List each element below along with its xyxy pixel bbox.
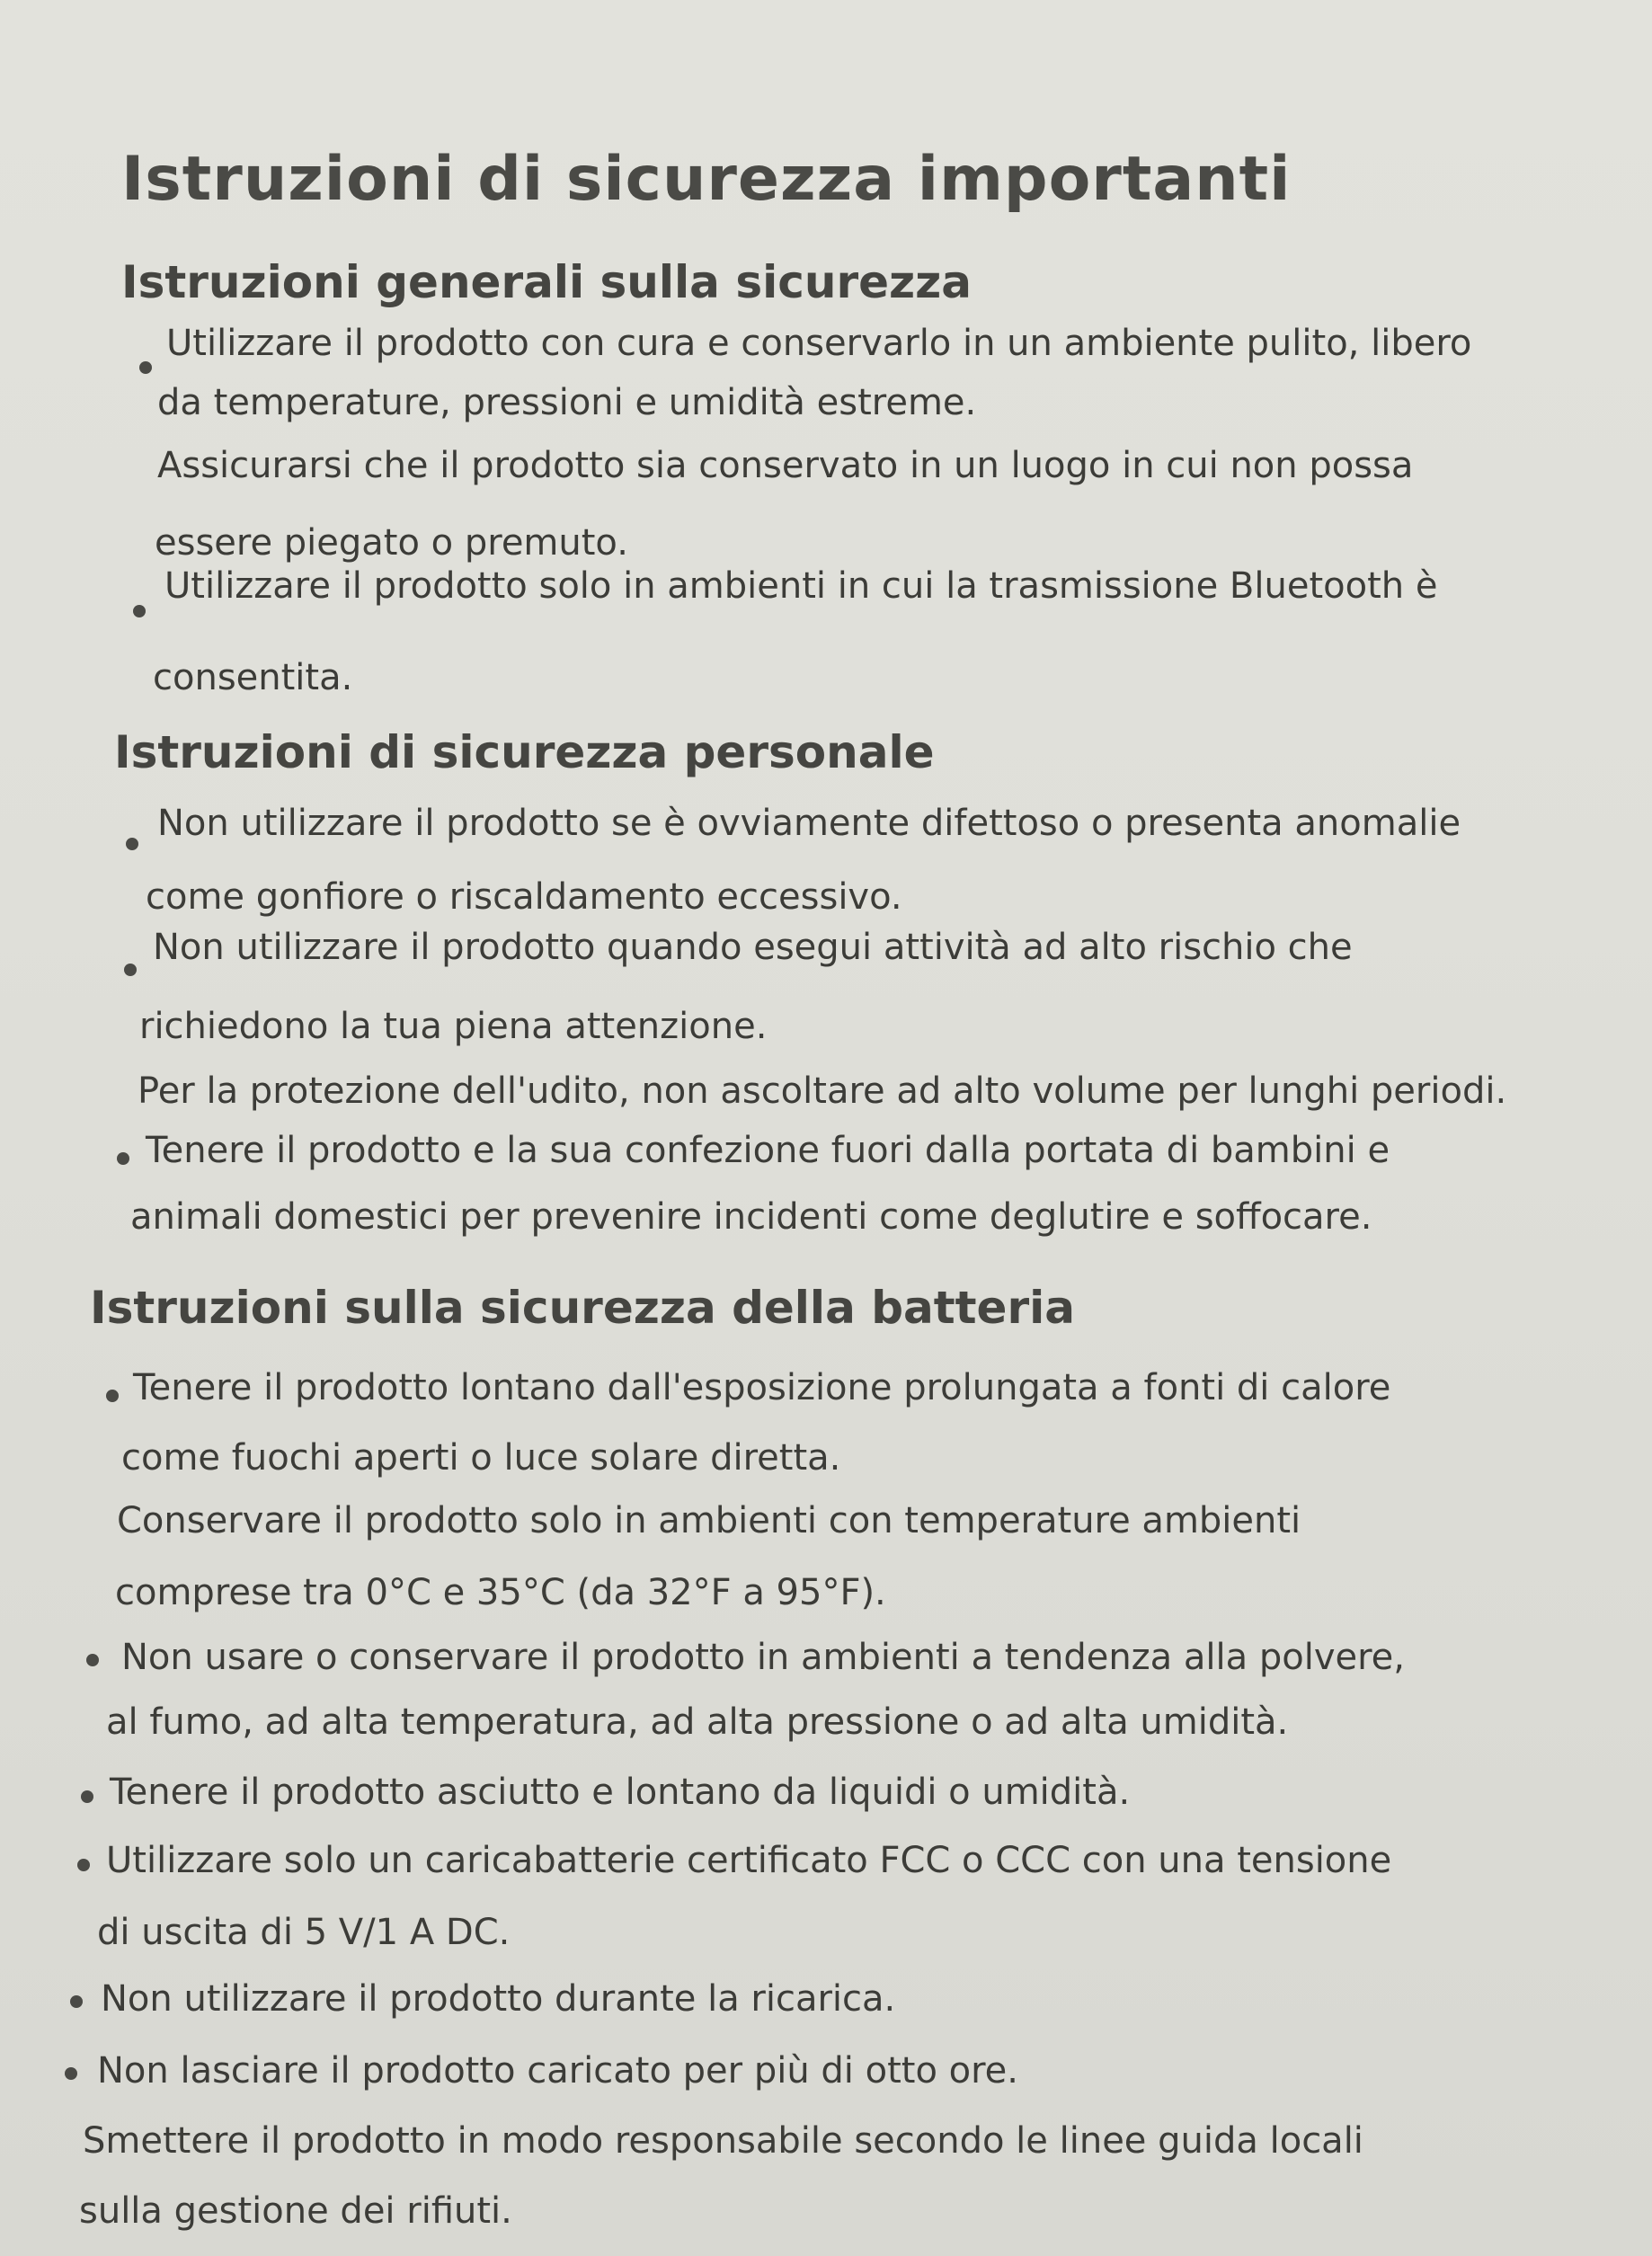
text-line: comprese tra 0°C e 35°C (da 32°F a 95°F). [115,1572,886,1613]
text-line: come fuochi aperti o luce solare diretta. [121,1437,841,1479]
text-line: consentita. [153,657,353,698]
text-line: Utilizzare il prodotto con cura e conservarlo in un ambiente pulito, libero [166,323,1472,364]
text-line: Non lasciare il prodotto caricato per più di otto ore. [97,2050,1018,2092]
text-line: Non utilizzare il prodotto quando esegui attività ad alto rischio che [153,927,1353,968]
bullet [117,1152,129,1165]
text-line: Non utilizzare il prodotto se è ovviamente difettoso o presenta anomalie [157,803,1461,844]
bullet [77,1859,90,1871]
bullet [65,2067,77,2080]
text-line: Smettere il prodotto in modo responsabile secondo le linee guida locali [83,2120,1363,2162]
text-line: Per la protezione dell'udito, non ascoltare ad alto volume per lunghi periodi. [138,1070,1507,1112]
text-line: Tenere il prodotto e la sua confezione fuori dalla portata di bambini e [146,1130,1390,1171]
bullet [126,838,138,850]
text-line: Tenere il prodotto lontano dall'esposizione prolungata a fonti di calore [133,1367,1391,1408]
text-line: Tenere il prodotto asciutto e lontano da liquidi o umidità. [110,1772,1131,1813]
text-line: al fumo, ad alta temperatura, ad alta pressione o ad alta umidità. [106,1701,1289,1743]
text-line: Non usare o conservare il prodotto in ambienti a tendenza alla polvere, [121,1637,1406,1678]
text-line: animali domestici per prevenire incidenti come deglutire e soffocare. [130,1196,1372,1238]
bullet [81,1790,93,1803]
text-line: da temperature, pressioni e umidità estreme. [157,382,977,423]
bullet [70,1995,83,2008]
section-heading-general: Istruzioni generali sulla sicurezza [121,256,972,308]
document-title: Istruzioni di sicurezza importanti [121,144,1292,215]
text-line: sulla gestione dei rifiuti. [79,2190,512,2232]
bullet [124,964,137,976]
text-line: essere piegato o premuto. [155,522,628,564]
text-line: Assicurarsi che il prodotto sia conservato in un luogo in cui non possa [157,445,1414,486]
bullet [133,605,146,617]
text-line: richiedono la tua piena attenzione. [139,1006,768,1047]
text-line: di uscita di 5 V/1 A DC. [97,1912,511,1953]
text-line: Conservare il prodotto solo in ambienti con temperature ambienti [117,1500,1301,1541]
bullet [86,1654,99,1666]
bullet [106,1390,119,1402]
text-line: Utilizzare solo un caricabatterie certificato FCC o CCC con una tensione [106,1840,1392,1881]
text-line: Utilizzare il prodotto solo in ambienti in cui la trasmissione Bluetooth è [164,565,1438,607]
text-line: Non utilizzare il prodotto durante la ricarica. [101,1978,896,2020]
bullet [139,361,152,374]
section-heading-personal: Istruzioni di sicurezza personale [114,726,935,778]
section-heading-battery: Istruzioni sulla sicurezza della batteria [90,1282,1075,1334]
text-line: come gonfiore o riscaldamento eccessivo. [146,876,902,918]
